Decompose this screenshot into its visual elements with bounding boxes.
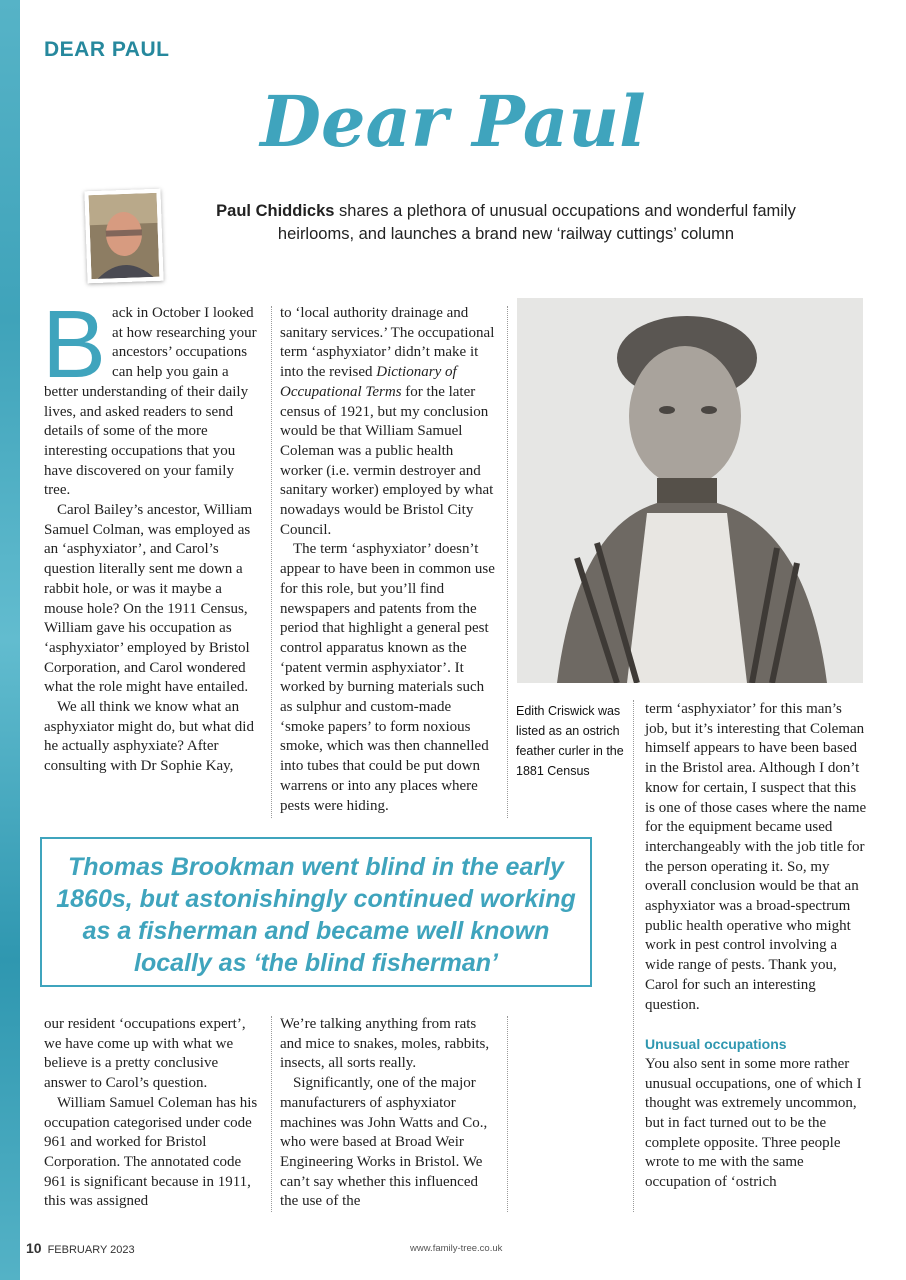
column-divider: [271, 306, 272, 818]
issue-date: FEBRUARY 2023: [47, 1244, 135, 1256]
article-column-3: [645, 700, 867, 1193]
col2-bottom-paragraph-1: We’re talking anything from rats and mice to snakes, moles, rabbits, insects, all sorts really.: [280, 1016, 490, 1072]
masthead-title: Dear Paul: [260, 80, 646, 163]
col1-paragraph-1: ack in October I looked at how researching your ancestors’ occupations can help you gain a better understanding of their daily lives, and asked readers to send details of some of the more interesting occupations that you have discovered on your family tree.: [44, 305, 257, 499]
subhead-unusual-occupations: Unusual occupations: [645, 1036, 787, 1053]
col2-paragraph-1b: for the later census of 1921, but my conclusion would be that William Samuel Coleman was a public health worker (i.e. vermin destroyer and sanitary worker) employed by what nowadays would be Bristol City Council.: [280, 383, 494, 538]
portrait-photograph: [517, 298, 863, 683]
edith-criswick-photo: [517, 298, 863, 683]
author-portrait-image: [89, 193, 160, 279]
standfirst-text: shares a plethora of unusual occupations and wonderful family heirlooms, and launches a brand new ‘railway cuttings’ column: [277, 202, 796, 243]
col3-paragraph-2: You also sent in some more rather unusual occupations, one of which I thought was extremely uncommon, but in fact turned out to be the complete opposite. Three people wrote to me with the same occupation of ‘ostrich: [645, 1055, 862, 1191]
article-column-2-bottom: [280, 1015, 498, 1212]
column-divider: [271, 1016, 272, 1212]
article-column-2-top: [280, 304, 498, 816]
page-folio: [26, 1240, 135, 1256]
pull-quote: Thomas Brookman went blind in the early 1860s, but astonishingly continued working as a fisherman and became well known locally as ‘the blind fisherman’: [40, 837, 592, 987]
col3-paragraph-1: term ‘asphyxiator’ for this man’s job, but it’s interesting that Coleman himself appears to have been based in the Bristol area. Although I don’t know for certain, I suspect that this is one of those cases where the name for the equipment became used interchangeably with the job title for the person operating it. So, my overall conclusion would be that an asphyxiator was a broad-spectrum public health operative who might work in pest control involving a wide range of pests. Thank you, Carol for such an interesting question.: [645, 701, 867, 1013]
page-number: 10: [26, 1240, 42, 1256]
section-label: DEAR PAUL: [44, 38, 170, 61]
drop-cap: B: [42, 291, 107, 398]
standfirst: [176, 200, 836, 246]
col1-bottom-paragraph-2: William Samuel Coleman has his occupation categorised under code 961 and worked for Bristol Corporation. The annotated code 961 is significant because in 1911, this was assigned: [44, 1094, 258, 1210]
col2-paragraph-1a: to ‘local authority drainage and sanitary services.’ The occupational term ‘asphyxiator’ didn’t make it into the revised: [280, 305, 495, 381]
column-divider: [507, 306, 508, 818]
col1-bottom-paragraph-1: our resident ‘occupations expert’, we have come up with what we believe is a pretty conclusive answer to Carol’s question.: [44, 1016, 246, 1092]
author-photo: [84, 189, 163, 284]
decorative-edge-strip: [0, 0, 20, 1280]
col2-dictionary-title: Dictionary of Occupational Terms: [280, 364, 457, 400]
col2-paragraph-2: The term ‘asphyxiator’ doesn’t appear to have been in common use for this role, but you’ll find newspapers and patents from the period that highlight a general pest control apparatus known as the ‘patent vermin asphyxiator’. It worked by burning materials such as sulphur and custom-made ‘smoke papers’ to form noxious smoke, which was then channelled into tubes that could be put down warrens or into any places where pests were hiding.: [280, 541, 495, 814]
column-divider: [633, 700, 634, 1212]
footer-url: www.family-tree.co.uk: [410, 1243, 503, 1254]
col1-paragraph-2: Carol Bailey’s ancestor, William Samuel Colman, was employed as an ‘asphyxiator’, and Carol’s question literally sent me down a rabbit hole, or was it maybe a mouse hole? On the 1911 Census, William gave his occupation as ‘asphyxiator’ employed by Bristol Corporation, and Carol wondered what the role might have entailed.: [44, 502, 253, 696]
article-column-1-bottom: [44, 1015, 262, 1212]
col2-bottom-paragraph-2: Significantly, one of the major manufacturers of asphyxiator machines was John Watts and Co., who were based at Broad Weir Engineering Works in Bristol. We can’t say whether this influenced the use of the: [280, 1075, 488, 1210]
standfirst-author: Paul Chiddicks: [216, 202, 335, 220]
article-column-1-top: [42, 291, 262, 777]
column-divider: [507, 1016, 508, 1212]
col1-paragraph-3: We all think we know what an asphyxiator might do, but what did he actually asphyxiate? After consulting with Dr Sophie Kay,: [44, 699, 254, 775]
photo-caption: Edith Criswick was listed as an ostrich feather curler in the 1881 Census: [516, 704, 624, 778]
